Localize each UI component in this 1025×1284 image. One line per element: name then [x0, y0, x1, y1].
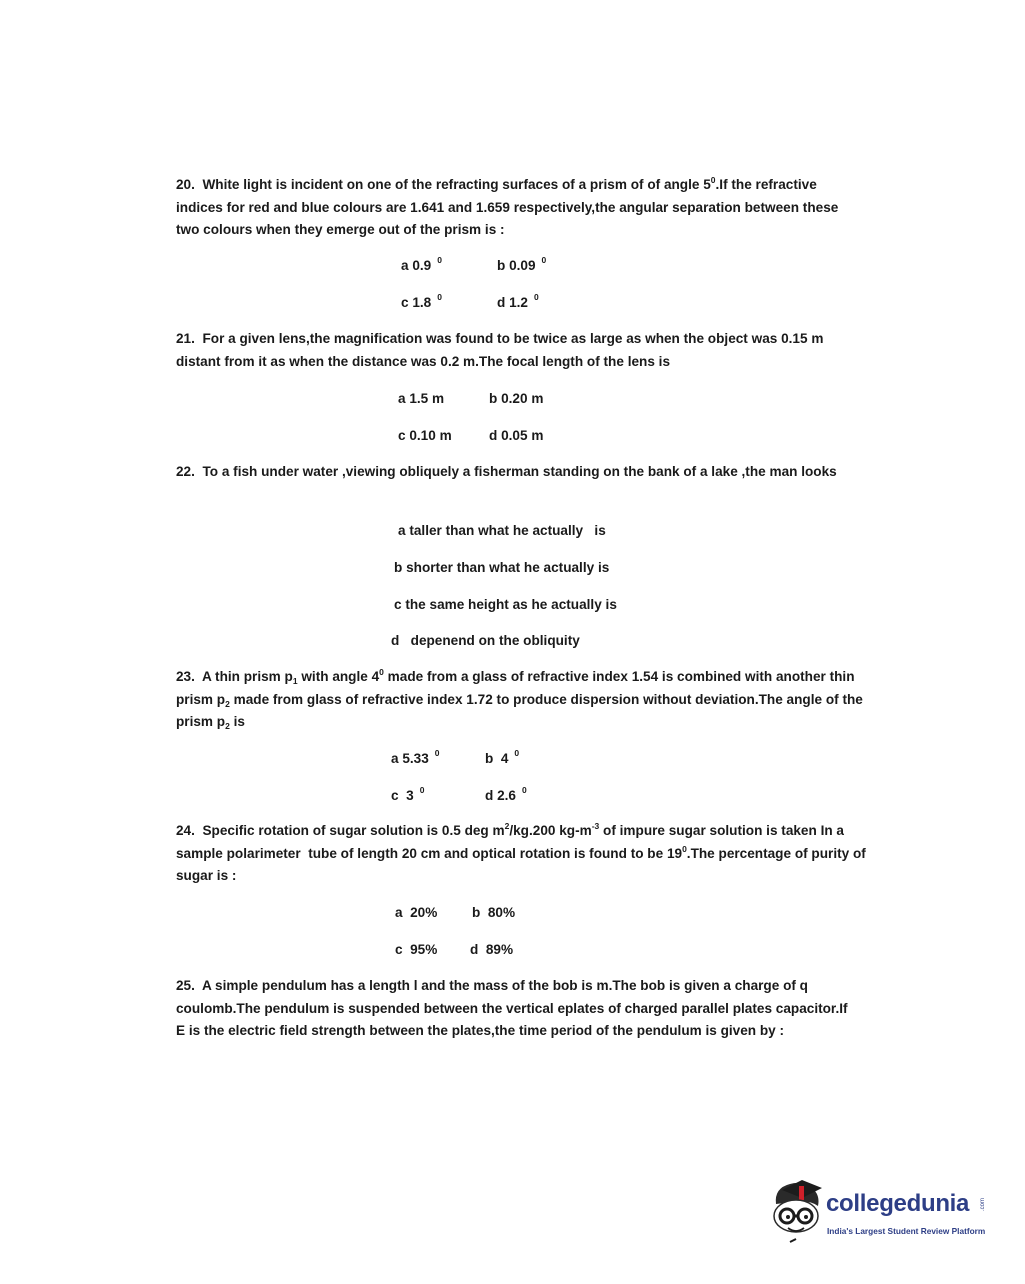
question-number: 20.: [176, 177, 195, 192]
question-22: [176, 461, 856, 484]
question-number: 21.: [176, 331, 195, 346]
logo-wordmark: collegedunia: [826, 1190, 970, 1217]
option-d: d 0.05 m: [489, 428, 544, 443]
option-b: b shorter than what he actually is: [394, 560, 610, 575]
question-20: 20. White light is incident on one of the refracting surfaces of a prism of of angle $5^0.If$ the refractive indices for red and blue colours are 1.641 and 1.659 respectively,the angular separation between these two colours when they emerge out of the prism is :: [176, 175, 839, 237]
option-c: c 0.10 m: [398, 428, 452, 443]
option-a: a 1.5 m: [398, 391, 445, 406]
question-text: A simple pendulum has a length l and the mass of the bob is m.The bob is given a charge of q coulomb.The pendulum is suspended between the vertical eplates of charged parallel plates capacitor.If E is the electric field strength between the plates,the time period of the pendulum is given by :: [176, 978, 848, 1038]
question-number: 22.: [176, 464, 195, 479]
mascot-icon: [766, 1176, 828, 1248]
option-d: d 89%: [470, 942, 514, 957]
option-b: b 0.09 $^0$: [497, 255, 547, 273]
option-d: d 2.6 $^0$: [485, 785, 527, 803]
question-text: White light is incident on one of the refracting surfaces of a prism of of angle 5: [202, 177, 711, 192]
option-b: b 0.20 m: [489, 391, 544, 406]
option-a: a 5.33 $^0$: [391, 748, 440, 766]
option-b: b 80%: [472, 905, 516, 920]
option-c: c the same height as he actually is: [394, 597, 617, 612]
option-a: a 20%: [395, 905, 438, 920]
collegedunia-logo[interactable]: [766, 1176, 996, 1248]
question-text: For a given lens,the magnification was found to be twice as large as when the object was 0.15 m distant from it as when the distance was 0.2 m.The focal length of the lens is: [176, 331, 824, 369]
question-24: 24. Specific rotation of sugar solution is 0.5 deg $m^2/kg.200$ $kg-m^{-3}$ of impure sugar solution is taken In a sample polarimeter tube of length 20 cm and optical rotation is found to be $19^0.The$ percentage of purity of sugar is :: [176, 821, 866, 883]
question-number: 25.: [176, 978, 195, 993]
option-c: c 1.8 $^0$: [401, 292, 442, 310]
question-number: 23.: [176, 669, 195, 684]
logo-dotcom: .com: [980, 1198, 986, 1212]
logo-tagline: India's Largest Student Review Platform: [827, 1226, 986, 1236]
option-c: c 95%: [395, 942, 438, 957]
option-c: c 3 $^0$: [391, 785, 425, 803]
question-text: To a fish under water ,viewing obliquely a fisherman standing on the bank of a lake ,the man looks: [202, 464, 837, 479]
question-21: [176, 328, 856, 373]
option-b: b 4 $^0$: [485, 748, 520, 766]
option-a: a 0.9 $^0$: [401, 255, 442, 273]
question-23: 23. A thin prism $p_1$ with angle $4^0$ made from a glass of refractive index 1.54 is combined with another thin prism $p_2$ made from glass of refractive index 1.72 to produce dispersion without deviation.The angle of the prism $p_2$ is: [176, 667, 863, 731]
question-number: 24.: [176, 823, 195, 838]
question-25: [176, 975, 856, 1043]
option-d: d depenend on the obliquity: [391, 633, 580, 648]
option-d: d 1.2 $^0$: [497, 292, 539, 310]
option-a: a taller than what he actually is: [398, 523, 606, 538]
